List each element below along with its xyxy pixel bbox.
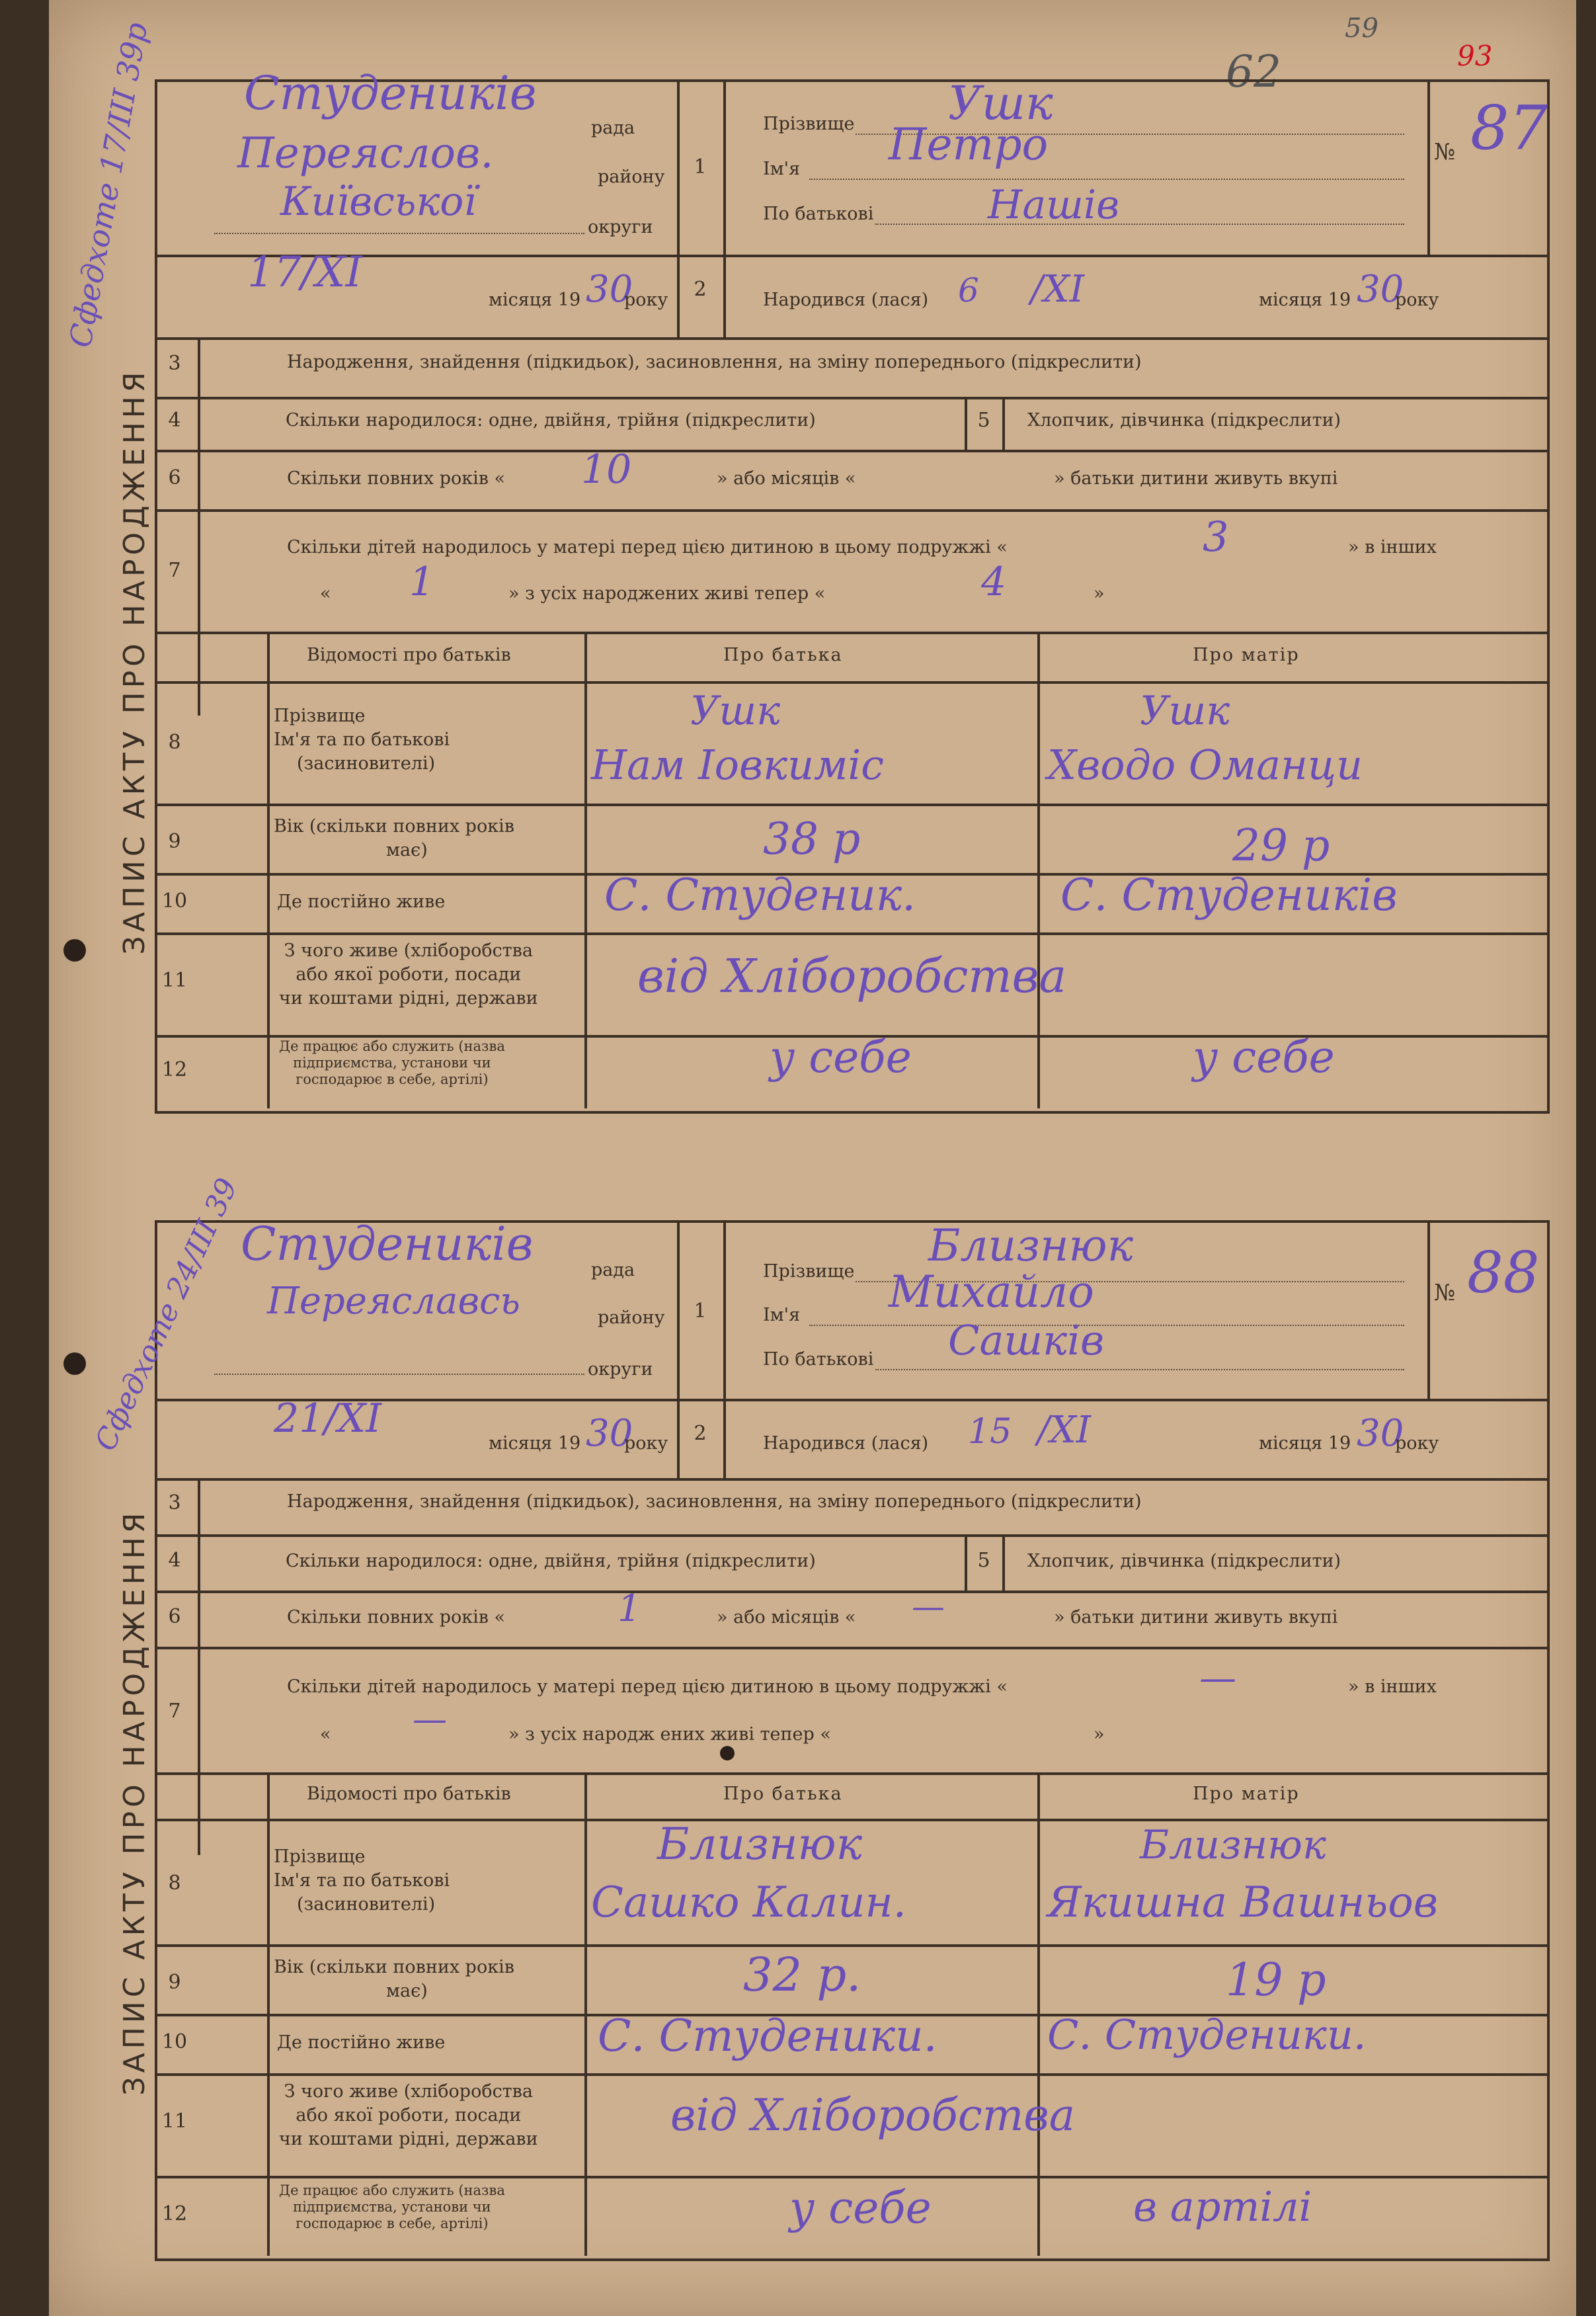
mother-age: 19 р — [1226, 1954, 1326, 2006]
row-number: 2 — [694, 1422, 707, 1445]
row-number: 5 — [977, 1549, 990, 1572]
sidebar-title: ЗАПИС АКТУ ПРО НАРОДЖЕННЯ — [118, 1509, 151, 2096]
father-surname: Близнюк — [657, 1819, 863, 1870]
father-header: Про батька — [723, 1784, 843, 1804]
rada-label: рада — [591, 118, 635, 138]
rada-label: рада — [591, 1260, 635, 1280]
patronymic-label: По батькові — [763, 1349, 874, 1370]
birth-month: /ХІ — [1031, 268, 1084, 311]
document-page — [49, 0, 1576, 2316]
row9-label: Вік (скільки повних років має) — [274, 1957, 514, 2001]
row7-text-b: » в інших — [1348, 537, 1437, 558]
child-surname: Близнюк — [928, 1220, 1134, 1271]
children-this-marriage: — — [1199, 1657, 1236, 1700]
mother-name: Хводо Оманци — [1047, 741, 1363, 789]
year-label: року — [1395, 290, 1439, 310]
row7-text-a: Скільки дітей народилось у матері перед цією дитиною в цьому подружжі « — [287, 1676, 1008, 1697]
birth-year: 30 — [1357, 1412, 1404, 1455]
margin-note: Сфедхоте 17/ІІІ 39р — [62, 19, 155, 351]
archive-number-gray-small: 59 — [1345, 13, 1378, 44]
mother-age: 29 р — [1232, 820, 1330, 871]
row-number: 6 — [168, 466, 181, 489]
row5-text: Хлопчик, дівчинка (підкреслити) — [1027, 410, 1341, 431]
father-residence: С. Студеники. — [598, 2010, 938, 2061]
row4-text: Скільки народилося: одне, двійня, трійня (підкреслити) — [286, 1551, 816, 1571]
row7-text-c: « — [320, 1724, 331, 1745]
row4-text: Скільки народилося: одне, двійня, трійня (підкреслити) — [286, 410, 816, 431]
father-name: Сашко Калин. — [591, 1878, 906, 1927]
birth-year: 30 — [1357, 268, 1404, 311]
livelihood: від Хліборобства — [670, 2090, 1076, 2141]
mother-work: в артілі — [1133, 2182, 1312, 2231]
livelihood: від Хліборобства — [637, 949, 1067, 1003]
row-number: 4 — [168, 1549, 181, 1572]
row12-label: Де працює або служить (назва підприємства, установи чи господарює в себе, артілі) — [279, 1038, 505, 1087]
surname-label: Прізвище — [763, 114, 855, 134]
mother-residence: С. Студеники. — [1047, 2010, 1367, 2059]
row-number: 1 — [694, 1300, 707, 1323]
row-number: 10 — [161, 2030, 188, 2053]
row7-text-d: » з усіх народжених живі тепер « — [508, 583, 826, 604]
father-surname: Ушк — [690, 688, 781, 734]
row7-text-e: » — [1094, 1724, 1105, 1745]
rada-value: Студеників — [241, 1217, 534, 1271]
row9-label: Вік (скільки повних років має) — [274, 816, 514, 860]
row6-text-a: Скільки повних років « — [287, 1607, 506, 1628]
child-name: Михайло — [889, 1266, 1094, 1317]
row11-label: З чого живе (хліборобства або якої роботи, посади чи коштами рідні, держави — [279, 2081, 538, 2149]
row-number: 6 — [168, 1605, 181, 1628]
child-name: Петро — [889, 119, 1049, 170]
row3-text: Народження, знайдення (підкидьок), засиновлення, на зміну попереднього (підкреслити) — [287, 352, 1142, 372]
row7-text-a: Скільки дітей народилось у матері перед цією дитиною в цьому подружжі « — [287, 537, 1008, 558]
row6-text-b: » або місяців « — [717, 468, 856, 489]
row-number: 7 — [168, 1700, 181, 1723]
raion-label: району — [598, 167, 665, 187]
row-number: 3 — [168, 352, 181, 375]
father-age: 32 р. — [743, 1948, 861, 2002]
row-number: 9 — [168, 830, 181, 853]
row-number: 8 — [168, 731, 181, 754]
children-other: 1 — [409, 559, 435, 605]
surname-label: Прізвище — [763, 1261, 855, 1282]
birth-day: 6 — [958, 271, 979, 310]
mother-residence: С. Студеників — [1060, 870, 1398, 921]
born-label: Народився (лася) — [763, 290, 929, 310]
archive-number-red: 93 — [1457, 40, 1493, 72]
parents-header: Відомості про батьків — [307, 1784, 511, 1804]
row-number: 11 — [161, 2110, 188, 2133]
row6-text-c: » батьки дитини живуть вкупі — [1054, 468, 1338, 489]
children-alive: 4 — [981, 559, 1007, 605]
row10-label: Де постійно живе — [277, 891, 446, 912]
mother-work: у себе — [1193, 1032, 1335, 1083]
raion-label: району — [598, 1307, 665, 1328]
year-label: року — [624, 1433, 668, 1454]
row-number: 12 — [161, 1058, 188, 1081]
child-patronymic: Сашків — [948, 1316, 1105, 1364]
name-label: Ім'я — [763, 1305, 801, 1325]
month-label: місяця 19 — [489, 290, 581, 310]
row-number: 2 — [694, 278, 707, 301]
mother-header: Про матір — [1193, 645, 1300, 665]
years-together: 10 — [581, 446, 632, 493]
name-label: Ім'я — [763, 159, 801, 179]
raion-value: Переяславсь — [267, 1280, 520, 1323]
row12-label: Де працює або служить (назва підприємства, установи чи господарює в себе, артілі) — [279, 2182, 505, 2231]
year-label: року — [624, 290, 668, 310]
row6-text-b: » або місяців « — [717, 1607, 856, 1628]
registration-date: 21/ХІ — [274, 1395, 381, 1442]
birth-record-88 — [108, 1217, 1550, 2258]
patronymic-label: По батькові — [763, 204, 874, 224]
months-together: — — [912, 1587, 945, 1626]
row-number: 11 — [161, 969, 188, 992]
row-number: 10 — [161, 889, 188, 913]
month-label: місяця 19 — [1259, 1433, 1351, 1454]
row10-label: Де постійно живе — [277, 2032, 446, 2053]
children-this-marriage: 3 — [1203, 513, 1229, 561]
row-number: 4 — [168, 409, 181, 432]
row-number: 1 — [694, 155, 707, 179]
registration-date: 17/ХІ — [247, 248, 362, 297]
row-number: 9 — [168, 1971, 181, 1994]
born-label: Народився (лася) — [763, 1433, 929, 1454]
year-label: року — [1395, 1433, 1439, 1454]
archive-number-gray: 62 — [1226, 46, 1281, 97]
mother-header: Про матір — [1193, 1784, 1300, 1804]
row-number: 12 — [161, 2202, 188, 2225]
okrug-label: округи — [588, 1359, 653, 1380]
row7-text-d: » з усіх народж ених живі тепер « — [508, 1724, 831, 1745]
father-name: Нам Іовкиміс — [591, 741, 884, 789]
raion-value: Переяслов. — [237, 129, 494, 178]
row6-text-a: Скільки повних років « — [287, 468, 506, 489]
row7-text-c: « — [320, 583, 331, 604]
month-label: місяця 19 — [1259, 290, 1351, 310]
mother-name: Якишна Вашньов — [1047, 1878, 1438, 1927]
margin-note: Сфедхоте 24/ІІІ 39 — [89, 1173, 245, 1456]
punch-hole — [63, 1352, 86, 1375]
rada-value: Студеників — [244, 66, 537, 120]
record-number-sign: № — [1434, 1280, 1456, 1306]
row8-label: Прізвище Ім'я та по батькові (засиновителі) — [274, 1846, 450, 1915]
row11-label: З чого живе (хліборобства або якої роботи, посади чи коштами рідні, держави — [279, 940, 538, 1009]
record-number: 87 — [1470, 93, 1548, 163]
okrug-label: округи — [588, 217, 653, 237]
registration-year: 30 — [586, 1412, 633, 1455]
father-residence: С. Студеник. — [604, 870, 916, 921]
row-number: 5 — [977, 409, 990, 432]
row7-text-e: » — [1094, 583, 1105, 604]
month-label: місяця 19 — [489, 1433, 581, 1454]
row-number: 8 — [168, 1872, 181, 1895]
father-work: у себе — [789, 2182, 932, 2233]
row7-text-b: » в інших — [1348, 1676, 1437, 1697]
okrug-value: Київської — [280, 179, 477, 225]
registration-year: 30 — [586, 268, 633, 311]
row3-text: Народження, знайдення (підкидьок), засиновлення, на зміну попереднього (підкреслити) — [287, 1491, 1142, 1512]
birth-day: 15 — [968, 1412, 1012, 1452]
row-number: 7 — [168, 559, 181, 582]
father-header: Про батька — [723, 645, 843, 665]
punch-hole — [63, 939, 86, 962]
record-number: 88 — [1467, 1240, 1540, 1306]
father-age: 38 р — [763, 813, 861, 864]
birth-month: /ХІ — [1037, 1409, 1091, 1452]
child-surname: Ушк — [948, 76, 1053, 130]
father-work: у себе — [770, 1032, 912, 1083]
record-number-sign: № — [1434, 139, 1456, 165]
row8-label: Прізвище Ім'я та по батькові (засиновителі) — [274, 706, 450, 774]
sidebar-title: ЗАПИС АКТУ ПРО НАРОДЖЕННЯ — [118, 368, 151, 955]
row-number: 3 — [168, 1491, 181, 1514]
children-other: — — [413, 1700, 447, 1739]
child-patronymic: Нашів — [988, 182, 1120, 228]
row6-text-c: » батьки дитини живуть вкупі — [1054, 1607, 1338, 1628]
mother-surname: Ушк — [1140, 688, 1230, 734]
row5-text: Хлопчик, дівчинка (підкреслити) — [1027, 1551, 1341, 1571]
parents-header: Відомості про батьків — [307, 645, 511, 665]
years-together: 1 — [618, 1587, 641, 1630]
mother-surname: Близнюк — [1140, 1822, 1326, 1868]
